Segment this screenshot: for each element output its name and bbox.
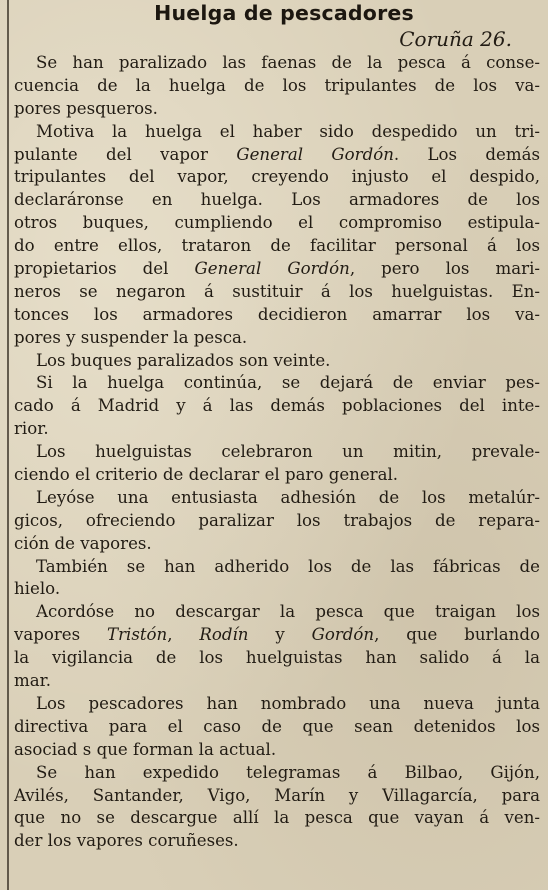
text-line: do entre ellos, trataron de facilitar personal á los	[14, 236, 540, 256]
text-line: gicos, ofreciendo paralizar los trabajos de repara-	[14, 510, 540, 530]
text-line: Los huelguistas celebraron un mitin, prevale-	[36, 442, 540, 462]
text-line: hielo.	[14, 579, 61, 599]
text-line: neros se negaron á sustituir á los huelguistas. En-	[14, 281, 540, 301]
article-paragraph	[14, 372, 540, 441]
article-paragraph	[14, 350, 540, 373]
ship-name: Tristón	[107, 625, 168, 645]
article-paragraph	[14, 556, 540, 602]
text-line: Se han paralizado las faenas de la pesca á conse-	[36, 53, 540, 72]
text-line: También se han adherido los de las fábricas de	[36, 556, 540, 576]
text-line: pores y suspender la pesca.	[14, 327, 248, 347]
article-paragraph	[14, 762, 540, 854]
article-body	[14, 52, 540, 853]
cropped-next-line	[14, 853, 540, 867]
text-line: Motiva la huelga el haber sido despedido un tri-	[36, 121, 540, 141]
text-line: cado á Madrid y á las demás poblaciones del inte-	[14, 396, 540, 416]
article-headline: Huelga de pescadores	[154, 1, 414, 25]
article-paragraph	[14, 52, 540, 121]
ship-name: General Gordón	[236, 144, 394, 164]
text-line: pores pesqueros.	[14, 98, 158, 118]
text-line: Si la huelga continúa, se dejará de enviar pes-	[36, 373, 540, 393]
text-line: Los pescadores han nombrado una nueva junta	[36, 693, 540, 713]
article-paragraph	[14, 487, 540, 556]
text-line: Leyóse una entusiasta adhesión de los metalúr-	[36, 487, 540, 507]
text-line: otros buques, cumpliendo el compromiso estipula-	[14, 213, 540, 233]
column-rule	[7, 0, 9, 890]
ship-name: General Gordón	[194, 259, 350, 279]
text-line: ción de vapores.	[14, 533, 152, 553]
text-line: tonces los armadores decidieron amarrar los va-	[14, 304, 540, 324]
article-paragraph	[14, 693, 540, 762]
text-line: cuencia de la huelga de los tripulantes de los va-	[14, 75, 540, 95]
text-line: rior.	[14, 419, 49, 439]
text-line: Los buques paralizados son veinte.	[36, 350, 331, 370]
text-line: directiva para el caso de que sean detenidos los	[14, 716, 540, 736]
text-line: asociad s que forman la actual.	[14, 739, 277, 759]
text-line: declaráronse en huelga. Los armadores de los	[14, 190, 540, 210]
article-dateline: Coruña 26.	[399, 27, 512, 51]
text-line: Se han expedido telegramas á Bilbao, Gijón,	[36, 762, 540, 782]
ship-name: Gordón	[311, 625, 375, 645]
text-line: ciendo el criterio de declarar el paro general.	[14, 465, 399, 485]
text-line: Avilés, Santander, Vigo, Marín y Villagarcía, para	[14, 785, 540, 805]
text-line: mar.	[14, 671, 52, 691]
text-line: vapores Tristón, Rodín y Gordón, que burlando	[14, 625, 540, 645]
article-paragraph	[14, 121, 540, 350]
text-line: pulante del vapor General Gordón. Los demás	[14, 144, 541, 164]
news-article	[14, 0, 540, 867]
text-line: la vigilancia de los huelguistas han salido á la	[14, 648, 540, 668]
text-line: propietarios del General Gordón, pero los mari-	[14, 259, 540, 279]
ship-name: Rodín	[199, 625, 249, 645]
article-paragraph	[14, 601, 540, 693]
text-line: que no se descargue allí la pesca que vayan á ven-	[14, 808, 540, 828]
text-line: Acordóse no descargar la pesca que traigan los	[36, 602, 540, 622]
article-paragraph	[14, 441, 540, 487]
text-line: der los vapores coruñeses.	[14, 831, 239, 851]
text-line: tripulantes del vapor, creyendo injusto el despido,	[14, 167, 540, 187]
